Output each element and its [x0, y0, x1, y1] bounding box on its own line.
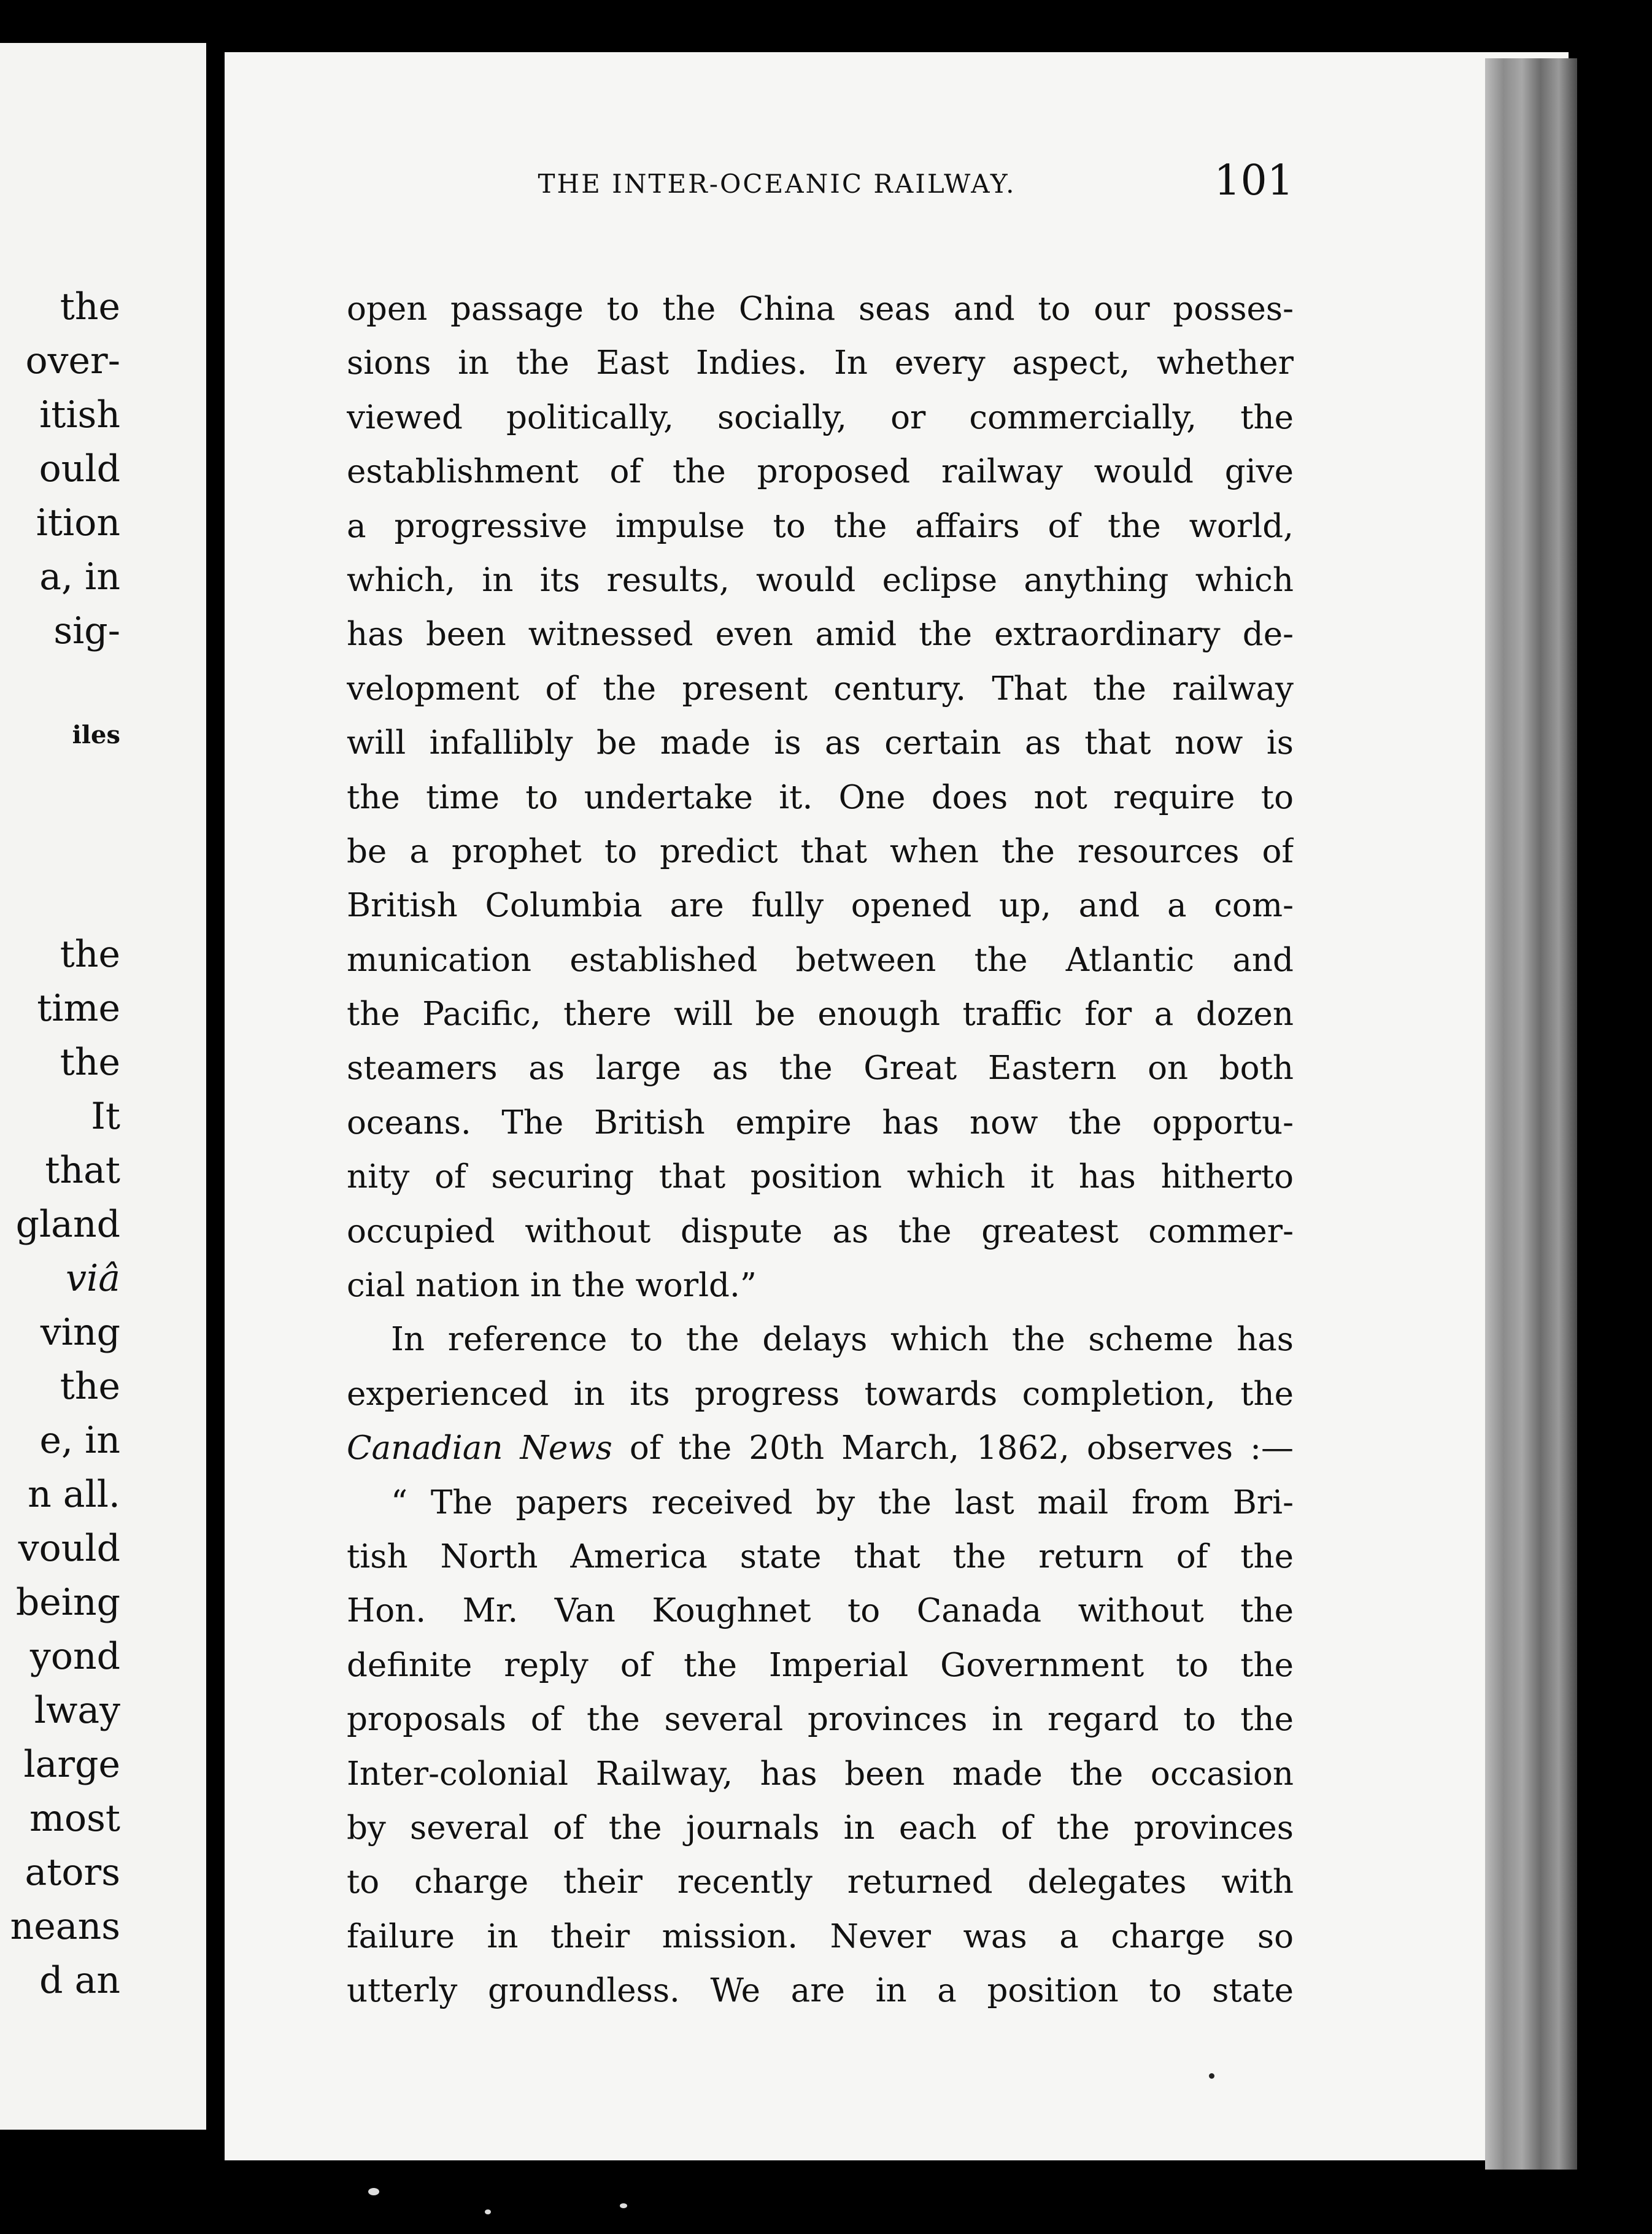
left-page-line: ould [39, 447, 120, 490]
left-page-line: the [60, 1365, 120, 1408]
text-line: the Pacific, there will be enough traffic for a dozen [347, 995, 1294, 1034]
text-line: Inter-colonial Railway, has been made the occasion [347, 1755, 1294, 1793]
left-page-line: being [15, 1581, 120, 1624]
left-page-line: vould [18, 1527, 120, 1570]
text-line: steamers as large as the Great Eastern on both [347, 1049, 1294, 1088]
text-line: a progressive impulse to the affairs of the world, [347, 507, 1294, 545]
text-line-citation [347, 1421, 1294, 1475]
text-line: to charge their recently returned delegates with [347, 1863, 1294, 1901]
left-page-line: that [45, 1149, 120, 1192]
text-line: experienced in its progress towards completion, the [347, 1375, 1294, 1413]
text-line: “ The papers received by the last mail from Bri- [391, 1483, 1294, 1521]
page-number: 101 [1214, 157, 1294, 205]
text-line: tish North America state that the return of the [347, 1537, 1294, 1575]
left-page-line: d an [39, 1959, 120, 2002]
left-page-line: large [23, 1743, 120, 1786]
left-page-line: neans [10, 1905, 120, 1948]
left-page-line: a, in [39, 555, 120, 598]
left-page-line: ators [25, 1851, 120, 1894]
left-page-line: the [60, 1041, 120, 1084]
text-line: will infallibly be made is as certain as that now is [347, 724, 1294, 762]
dust-speck [485, 2209, 491, 2214]
running-title: THE INTER-OCEANIC RAILWAY. [538, 169, 1016, 199]
left-page-line: iles [72, 721, 120, 749]
text-line: munication established between the Atlantic and [347, 941, 1294, 979]
text-line: cial nation in the world.” [347, 1267, 757, 1305]
text-line: proposals of the several provinces in regard to the [347, 1701, 1294, 1739]
page-edge-shadow [1485, 58, 1577, 2170]
dust-speck [368, 2188, 379, 2195]
left-page-line: sig- [53, 609, 120, 652]
text-line: British Columbia are fully opened up, and a com- [347, 887, 1294, 925]
left-page-line: It [91, 1095, 120, 1138]
left-page-line: viâ [66, 1257, 120, 1300]
text-line: In reference to the delays which the scheme has [391, 1321, 1294, 1359]
left-page-line: e, in [39, 1419, 120, 1462]
text-line: occupied without dispute as the greatest commer- [347, 1212, 1294, 1250]
body-text [347, 282, 1294, 2019]
text-line: Hon. Mr. Van Koughnet to Canada without the [347, 1592, 1294, 1630]
text-line: which, in its results, would eclipse anything which [347, 561, 1294, 599]
left-page-fragment [0, 43, 206, 2130]
left-page-line: ving [40, 1311, 120, 1354]
left-page-line: the [60, 933, 120, 976]
text-line: utterly groundless. We are in a position to state [347, 1972, 1294, 2010]
running-head [303, 150, 1294, 212]
text-line: sions in the East Indies. In every aspect, whether [347, 344, 1294, 382]
left-page-line: lway [34, 1689, 120, 1732]
text-line: the time to undertake it. One does not require to [347, 778, 1294, 816]
dust-speck [1209, 2073, 1214, 2079]
text-line: has been witnessed even amid the extraordinary de- [347, 616, 1294, 654]
dust-speck [620, 2203, 627, 2208]
left-page-line: time [37, 987, 120, 1030]
publication-title: Canadian News [347, 1429, 612, 1467]
left-page-line: itish [39, 393, 120, 436]
left-page-line: most [29, 1797, 120, 1840]
text-line: open passage to the China seas and to our posses- [347, 290, 1294, 328]
text-line: nity of securing that position which it has hitherto [347, 1158, 1294, 1196]
left-page-line: yond [29, 1635, 120, 1678]
citation-rest: of the 20th March, 1862, observes :— [612, 1429, 1294, 1467]
text-line: be a prophet to predict that when the resources of [347, 832, 1294, 870]
book-gutter [206, 37, 225, 2136]
left-page-line: n all. [28, 1473, 120, 1516]
text-line: viewed politically, socially, or commercially, the [347, 398, 1294, 436]
left-page-line: ition [36, 501, 120, 544]
left-page-line: gland [15, 1203, 120, 1246]
left-page-line: over- [25, 339, 120, 382]
text-line: definite reply of the Imperial Government to the [347, 1646, 1294, 1684]
left-page-line: the [60, 285, 120, 328]
text-line: velopment of the present century. That the railway [347, 670, 1294, 708]
text-line: establishment of the proposed railway would give [347, 453, 1294, 491]
text-line: by several of the journals in each of the provinces [347, 1809, 1294, 1847]
text-line: failure in their mission. Never was a charge so [347, 1917, 1294, 1955]
text-line: oceans. The British empire has now the opportu- [347, 1103, 1294, 1142]
